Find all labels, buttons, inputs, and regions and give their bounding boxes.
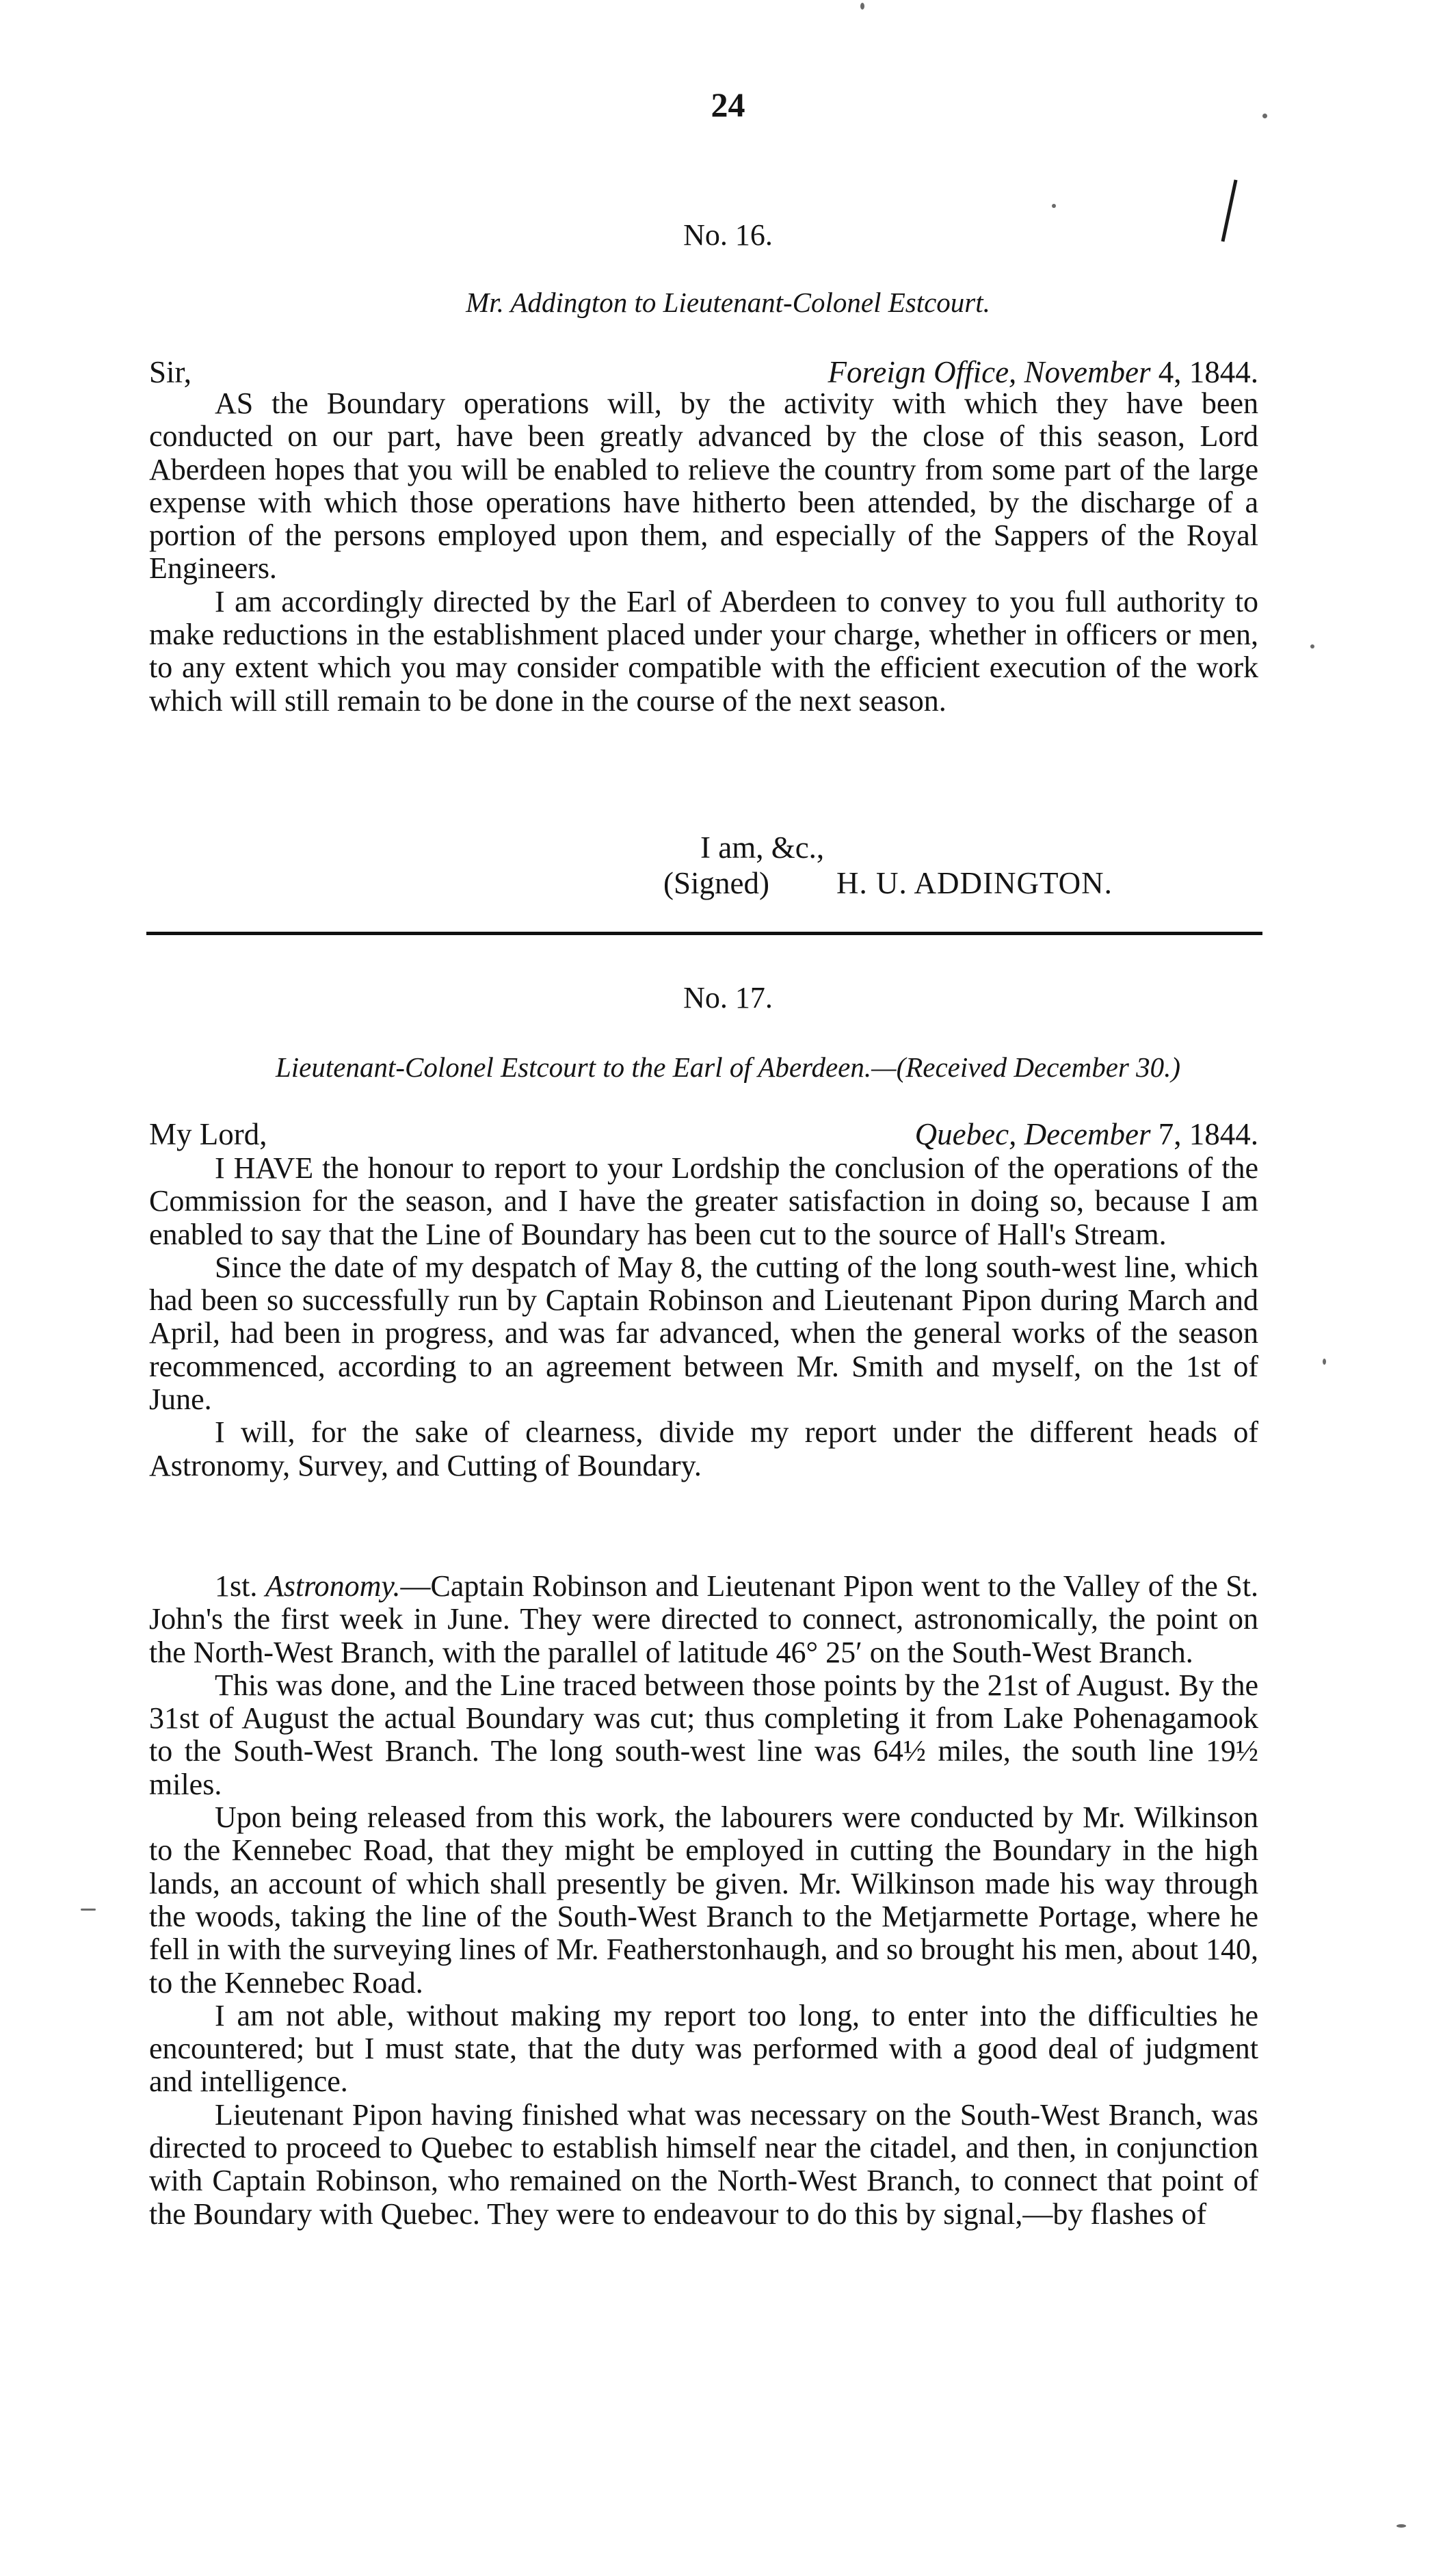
astronomy-heading: Astronomy. (265, 1569, 401, 1603)
signed-label: (Signed) (663, 866, 769, 900)
letter-17-intro-body (149, 1152, 1258, 1482)
letter-17-salutation: My Lord, (149, 1117, 267, 1151)
scan-speck (1310, 644, 1314, 648)
astronomy-paragraph-1 (149, 1570, 1258, 1669)
astronomy-lead: 1st. (215, 1569, 258, 1603)
letter-16-number: No. 16. (683, 218, 773, 252)
letter-16-signer: H. U. ADDINGTON. (836, 866, 1113, 900)
letter-16-paragraph-2: I am accordingly directed by the Earl of Aberdeen to convey to you full authority to make reductions in the establishment placed under your charge, whether in officers or men, to any extent which you may consider compatible with the efficient execution of the work which will still remain to be done in the course of the next season. (149, 584, 1258, 718)
letter-17-paragraph-2: Since the date of my despatch of May 8, the cutting of the long south-west line, which had been so successfully run by Captain Robinson and Lieutenant Pipon during March and April, had been in progress, and was far advanced, when the general works of the season recommenced, according to an agreement between Mr. Smith and myself, on the 1st of June. (149, 1250, 1258, 1417)
scan-speck (860, 3, 864, 10)
scan-speck (81, 1909, 96, 1911)
astronomy-paragraph-3: Upon being released from this work, the labourers were conducted by Mr. Wilkinson to the Kennebec Road, that they might be employed in cutting the Boundary in the high lands, an account of which shall presently be given. Mr. Wilkinson made his way through the woods, taking the line of the South-West Branch to the Metjarmette Portage, where he fell in with the surveying lines of Mr. Featherstonhaugh, and so brought his men, about 140, to the Kennebec Road. (149, 1800, 1258, 2000)
letter-16-body (149, 387, 1258, 718)
letter-16-paragraph-1: AS the Boundary operations will, by the activity with which they have been conducted on our part, have been greatly advanced by the close of this season, Lord Aberdeen hopes that you will be enabled to relieve the country from some part of the large expense with which those operations have hitherto been attended, by the discharge of a portion of the persons employed upon them, and especially of the Sappers of the Royal Engineers. (149, 386, 1258, 586)
astronomy-paragraph-5: Lieutenant Pipon having finished what was necessary on the South-West Branch, was directed to proceed to Quebec to establish himself near the citadel, and then, in conjunction with Captain Robinson, who remained on the North-West Branch, to connect that point of the Boundary with Quebec. They were to endeavour to do this by signal,—by flashes of (149, 2097, 1258, 2231)
letter-17-title: Lieutenant-Colonel Estcourt to the Earl of Aberdeen. (275, 1051, 872, 1083)
letter-17-paragraph-1: I HAVE the honour to report to your Lordship the conclusion of the operations of the Commission for the season, and I have the greater satisfaction in doing so, because I am enabled to say that the Line of Boundary has been cut to the source of Hall's Stream. (149, 1151, 1258, 1251)
letter-17-paragraph-3: I will, for the sake of clearness, divide my report under the different heads of Astronomy, Survey, and Cutting of Boundary. (149, 1415, 1258, 1482)
letter-16-date: 4, 1844. (1158, 355, 1258, 389)
scan-speck (1323, 1359, 1326, 1365)
astronomy-paragraph-2: This was done, and the Line traced between those points by the 21st of August. By the 31st of August the actual Boundary was cut; thus completing it from Lake Pohenagamook to the South-West Branch. The long south-west line was 64½ miles, the south line 19½ miles. (149, 1668, 1258, 1801)
letter-16-signature-line (663, 867, 1113, 900)
letter-16-title: Mr. Addington to Lieutenant-Colonel Estcourt. (466, 287, 990, 318)
letter-17-title-line (0, 1053, 1456, 1082)
letter-17-place: Quebec, December (914, 1117, 1151, 1151)
astronomy-paragraph-1-text: —Captain Robinson and Lieutenant Pipon went to the Valley of the St. John's the first week in June. They were directed to connect, astronomically, the point on the North-West Branch, with the parallel of latitude 46° 25′ on the South-West Branch. (149, 1569, 1258, 1669)
letter-17-received: —(Received December 30.) (871, 1051, 1181, 1083)
scan-speck (1262, 114, 1267, 118)
section-divider (146, 932, 1262, 935)
letter-16-closing-phrase: I am, &c., (700, 830, 825, 865)
letter-17-astronomy-body (149, 1570, 1258, 2231)
letter-16-salutation: Sir, (149, 355, 191, 389)
letter-17-date: 7, 1844. (1158, 1117, 1258, 1151)
scan-speck (1052, 204, 1056, 208)
letter-16-place: Foreign Office, November (828, 355, 1151, 389)
letter-17-number: No. 17. (683, 981, 773, 1014)
astronomy-paragraph-4: I am not able, without making my report too long, to enter into the difficulties he encountered; but I must state, that the duty was performed with a good deal of judgment and intelligence. (149, 1998, 1258, 2099)
page-number: 24 (711, 86, 745, 124)
letter-17-dateline (915, 1119, 1258, 1150)
scan-speck (1397, 2524, 1406, 2528)
letter-16-dateline (828, 357, 1258, 388)
